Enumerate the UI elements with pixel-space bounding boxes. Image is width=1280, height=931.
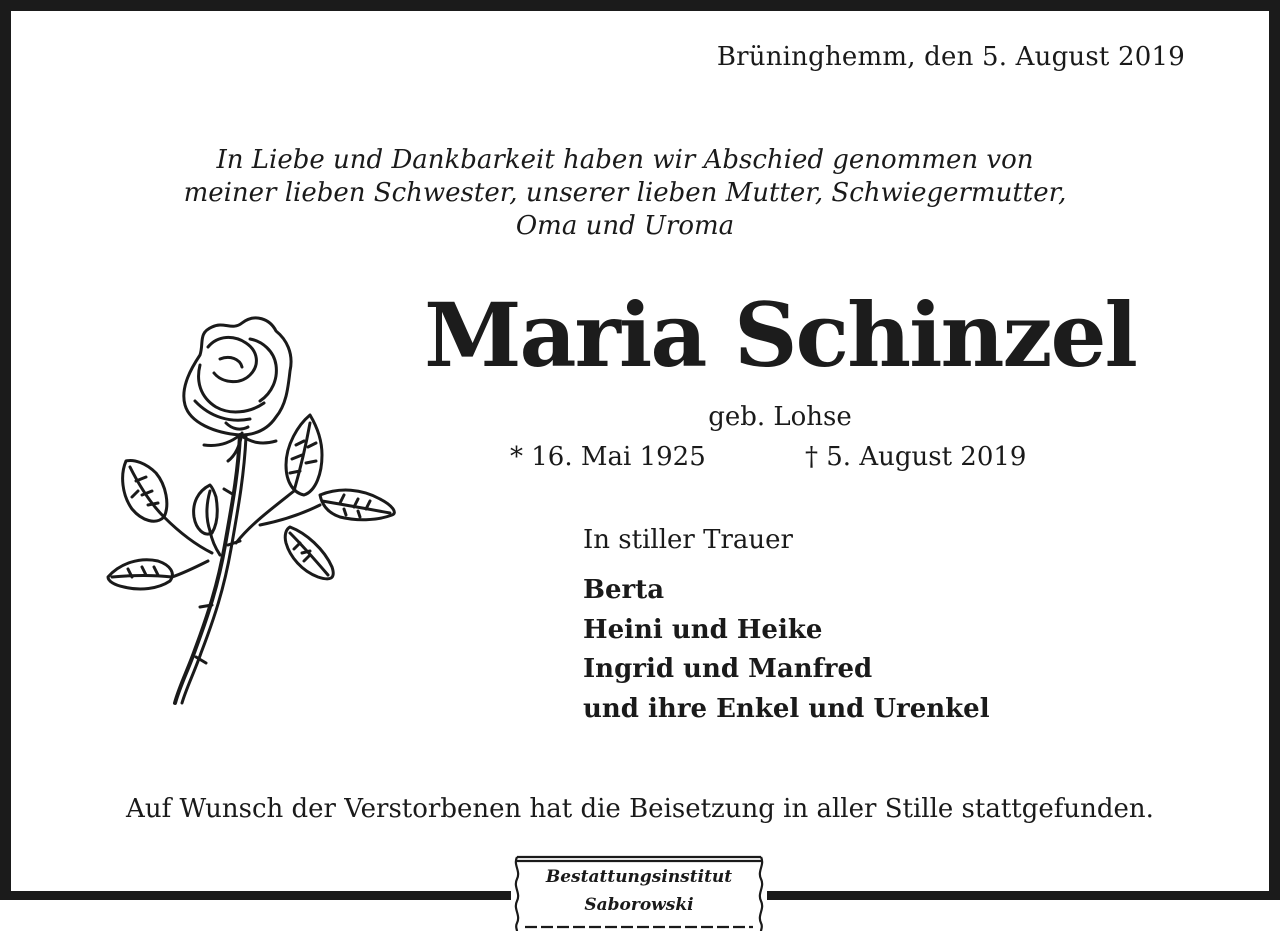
- family-member: Heini und Heike: [583, 614, 823, 645]
- intro-line: In Liebe und Dankbarkeit haben wir Abschied genommen von: [216, 145, 1034, 175]
- birth-date: * 16. Mai 1925: [510, 442, 706, 472]
- family-member: Berta: [583, 575, 665, 605]
- mourning-intro: In stiller Trauer: [583, 525, 793, 555]
- place-and-date: Brüninghemm, den 5. August 2019: [716, 42, 1185, 72]
- undertaker-line-1: Bestattungsinstitut: [545, 867, 733, 887]
- maiden-name: geb. Lohse: [708, 402, 852, 432]
- intro-text: [100, 144, 1150, 243]
- intro-line: Oma und Uroma: [515, 211, 735, 241]
- intro-line: meiner lieben Schwester, unserer lieben Mutter, Schwiegermutter,: [183, 178, 1067, 208]
- family-member: Ingrid und Manfred: [583, 654, 873, 684]
- family-list: [583, 571, 990, 729]
- death-date: † 5. August 2019: [805, 442, 1027, 472]
- deceased-name: Maria Schinzel: [424, 283, 1136, 387]
- undertaker-logo: [511, 853, 767, 931]
- undertaker-line-2: Saborowski: [584, 895, 694, 915]
- rose-icon: [100, 305, 400, 710]
- family-member: und ihre Enkel und Urenkel: [583, 693, 990, 724]
- burial-notice: Auf Wunsch der Verstorbenen hat die Beisetzung in aller Stille stattgefunden.: [126, 794, 1154, 824]
- wavy-border-icon: [511, 853, 767, 931]
